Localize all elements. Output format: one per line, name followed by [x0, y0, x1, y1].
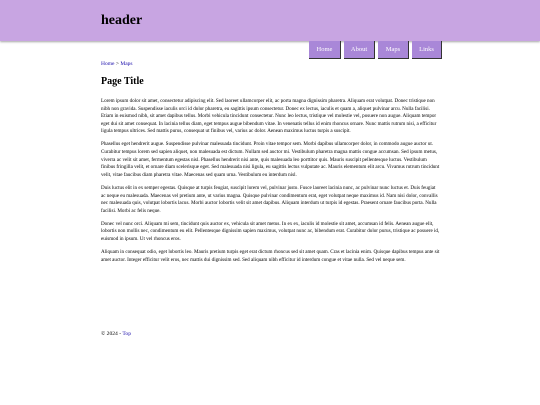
breadcrumb-home-link[interactable]: Home: [101, 61, 115, 67]
content-paragraph: Donec vel nunc orci. Aliquam mi sem, tincidunt quis auctor ex, vehicula sit amet metus. In ex ex, iaculis id molestie sit amet, accumsan id felis. Aenean augue elit, lobortis non mollis nec, condimentum eu elit. Pellentesque dignissim sapien maximus, volutpat nunc ac, bibendum erat. Curabitur dolor purus, tristique ac posuere id, euismod in ipsum. Ut vel rhoncus eros.: [101, 220, 440, 242]
content-paragraph: Duis luctus elit in ex semper egestas. Quisque at turpis feugiat, suscipit lorem vel, pulvinar justo. Fusce laoreet lacinia nunc, ac pulvinar nunc luctus et. Duis feugiat ac neque eu malesuada. Maecenas vel pretium ante, ut varius magna. Quisque pulvinar condimentum erat, eget volutpat neque maximus id. Nam nisi dolor, convallis nec malesuada quis, volutpat lobortis lacus. Morbi auctor lobortis velit sit amet dapibus. Aliquam interdum ut turpis id egestas. Praesent ornare faucibus porta. Nulla facilisi. Morbi ac felis neque.: [101, 184, 438, 214]
content-paragraph: Lorem ipsum dolor sit amet, consectetur adipiscing elit. Sed laoreet ullamcorper elit, ac porta magna dignissim pharetra. Aliquam erat volutpat. Donec tristique non nibh non gravida. Suspendisse iaculis orci id dolor pharetra, eu sagittis ipsum consectetur. Donec ex lectus, iaculis et quam a, aliquet pulvinar arcu. Nulla facilisi. Etiam in euismod nibh, sit amet dapibus tellus. Morbi vehicula tincidunt consectetur. Nunc leo lectus, tristique vel molestie vel, posuere non augue. Aliquam tempor eget dui sit amet consequat. In lacinia tellus diam, eget tempus augue bibendum vitae. In venenatis tellus id enim rhoncus ornare. Nunc mattis rutrum nisi, a efficitur ligula tempus ultrices. Sed mattis purus, consequat ut finibus vel, varius ac dolor. Aenean maximus luctus turpis a suscipit.: [101, 98, 437, 135]
site-title: header: [101, 13, 143, 28]
site-footer: [101, 331, 131, 338]
breadcrumb-separator: >: [114, 61, 121, 67]
breadcrumb-current-link[interactable]: Maps: [120, 61, 133, 67]
content-paragraph: Aliquam in consequat odio, eget lobortis leo. Mauris pretium turpis eget erat dictum rhoncus sed sit amet quam. Cras et lacinia enim. Quisque dapibus tempus ante sit amet auctor. Integer efficitur velit eros, nec mattis dui dignissim sed. Sed aliquam nibh efficitur id interdum congue et vitae nulla. Sed vel neque sem.: [101, 249, 440, 263]
nav-item-about[interactable]: About: [344, 41, 375, 59]
back-to-top-link[interactable]: Top: [122, 331, 132, 337]
footer-copyright: © 2024 -: [101, 331, 123, 337]
breadcrumb: [101, 61, 133, 68]
page-title: Page Title: [101, 76, 144, 87]
site-header: [0, 0, 540, 41]
main-content: [101, 98, 441, 270]
nav-item-links[interactable]: Links: [412, 41, 442, 59]
nav-item-maps[interactable]: Maps: [378, 41, 409, 59]
content-paragraph: Phasellus eget hendrerit augue. Suspendisse pulvinar malesuada tincidunt. Proin vitae tempor sem. Morbi dapibus ullamcorper dolor, in commodo augue auctor ut. Curabitur tempus lorem sed sapien aliquet, non malesuada est dictum. Nullam sed auctor mi. Vestibulum pharetra magna mattis congue accumsan. Sed ipsum metus, viverra ac velit sit amet, fermentum egestas nisl. Phasellus hendrerit nisi ante, quis malesuada leo porttitor quis. Mauris suscipit pellentesque luctus. Vestibulum finibus fringilla velit, et ornare diam scelerisque eget. Sed malesuada nisi ligula, eu sagittis lectus vulputate ac. Mauris elementum elit arcu. Vivamus rutrum tincidunt velit, vitae faucibus diam pharetra vitae. Maecenas sed quam urna. Vestibulum eu interdum nisl.: [101, 141, 440, 178]
nav-item-home[interactable]: Home: [309, 41, 341, 59]
main-nav: [309, 41, 442, 59]
